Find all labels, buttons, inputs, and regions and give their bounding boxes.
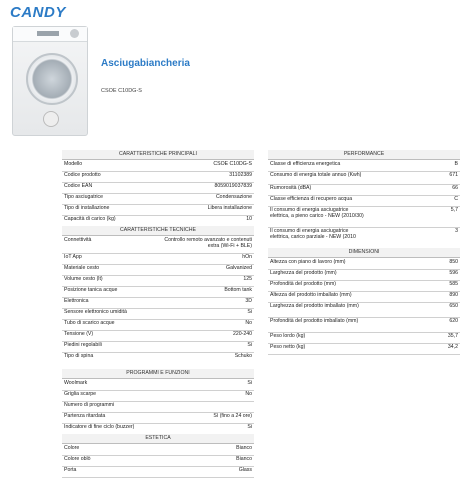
spec-value: Condensazione (215, 194, 252, 200)
spec-label: Codice EAN (64, 183, 93, 189)
spec-row (62, 352, 254, 370)
spec-value: Galvanized (226, 265, 252, 271)
spec-value: 650 (449, 303, 458, 309)
control-panel (13, 27, 87, 42)
spec-value: No (245, 320, 252, 326)
spec-value: 890 (449, 292, 458, 298)
spec-value: 850 (449, 259, 458, 265)
spec-value: 66 (452, 185, 458, 191)
spec-value: 620 (449, 318, 458, 324)
spec-label: Volume cesto (lt) (64, 276, 103, 282)
spec-row (268, 206, 460, 228)
spec-value: Libera installazione (207, 205, 252, 211)
door-porthole (26, 53, 78, 105)
spec-label: Elettronica (64, 298, 89, 304)
spec-value: 5,7 (450, 207, 458, 213)
spec-label: Classe di efficienza energetica (270, 161, 341, 167)
spec-value: 585 (449, 281, 458, 287)
spec-value: 220-240 (232, 331, 252, 337)
spec-label: Profondità del prodotto (mm) (270, 281, 337, 287)
spec-value: hOn (242, 254, 252, 260)
spec-value: 35,7 (447, 333, 458, 339)
section-header (62, 434, 254, 444)
spec-label: Profondità del prodotto imballato (mm) (270, 318, 359, 324)
product-image (12, 26, 88, 136)
spec-label: Larghezza del prodotto imballato (mm) (270, 303, 359, 309)
spec-value: 3 (455, 228, 458, 234)
spec-label: Larghezza del prodotto (mm) (270, 270, 337, 276)
spec-label: Colore oblò (64, 456, 91, 462)
spec-label: Tubo di scarico acque (64, 320, 115, 326)
spec-label: Modello (64, 161, 83, 167)
section-header (62, 150, 254, 160)
spec-value: Glass (238, 467, 252, 473)
spec-label: Tensione (V) (64, 331, 94, 337)
spec-label: Numero di programmi (64, 402, 115, 408)
model-code: CSOE C10DG-S (101, 88, 142, 94)
spec-value: Schuko (234, 353, 252, 359)
display-panel (37, 31, 59, 36)
section-title: PERFORMANCE (343, 151, 385, 157)
spec-label: Materiale cesto (64, 265, 100, 271)
section-title: ESTETICA (145, 435, 171, 441)
spec-value: 3D (245, 298, 252, 304)
spec-label: Consumo di energia totale annuo (Kwh) (270, 172, 362, 178)
spec-label: Capacità di carico (kg) (64, 216, 116, 222)
section-header (268, 150, 460, 160)
spec-label: Classe efficienza di recupero acqua (270, 196, 353, 202)
spec-label: Partenza ritardata (64, 413, 106, 419)
section-title: CARATTERISTICHE TECNICHE (120, 227, 196, 233)
spec-label: Posizione tanica acque (64, 287, 118, 293)
spec-label: Tipo di installazione (64, 205, 110, 211)
spec-label: Porta (64, 467, 77, 473)
spec-value: B (454, 161, 458, 167)
spec-label: Altezza con piano di lavoro (mm) (270, 259, 346, 265)
spec-label: Il consumo di energia asciugatrice elettrica, carico parziale - NEW (2010 (270, 228, 356, 240)
spec-value: Si (247, 380, 252, 386)
spec-value: C (454, 196, 458, 202)
spec-row (268, 302, 460, 318)
spec-label: Peso netto (kg) (270, 344, 306, 350)
spec-label: Griglia scarpe (64, 391, 97, 397)
spec-value: Controllo remoto avanzato e contenuti extra (Wi-Fi + BLE) (164, 237, 252, 249)
spec-label: Colore (64, 445, 80, 451)
spec-label: Il consumo di energia asciugatrice elettrica, a pieno carico - NEW (2010/30) (270, 207, 364, 219)
spec-label: IoT App (64, 254, 82, 260)
section-header (268, 248, 460, 258)
filter-icon (43, 111, 59, 127)
section-title: CARATTERISTICHE PRINCIPALI (119, 151, 197, 157)
spec-label: Connettività (64, 237, 92, 243)
spec-value: 596 (449, 270, 458, 276)
spec-value: 125 (243, 276, 252, 282)
spec-value: Si (247, 309, 252, 315)
spec-label: Codice prodotto (64, 172, 101, 178)
section-header (62, 226, 254, 236)
spec-label: Woolmark (64, 380, 88, 386)
spec-value: CSOE C10DG-S (213, 161, 252, 167)
spec-label: Rumorosità (dBA) (270, 185, 312, 191)
spec-value: 31102389 (229, 172, 252, 178)
spec-label: Tipo asciugatrice (64, 194, 104, 200)
section-title: PROGRAMMI E FUNZIONI (126, 370, 190, 376)
spec-row (268, 343, 460, 355)
spec-value: Si (247, 342, 252, 348)
spec-value: Si (247, 424, 252, 430)
spec-label: Peso lordo (kg) (270, 333, 306, 339)
spec-row (268, 171, 460, 185)
spec-row (62, 236, 254, 254)
section-header (62, 369, 254, 379)
spec-row (268, 227, 460, 249)
spec-label: Sensore elettronico umidità (64, 309, 127, 315)
spec-value: 34,2 (447, 344, 458, 350)
spec-label: Altezza del prodotto imballato (mm) (270, 292, 352, 298)
product-title: Asciugabiancheria (101, 58, 190, 69)
brand-logo: CANDY (10, 4, 66, 21)
spec-row (62, 466, 254, 478)
spec-value: 8059019037839 (214, 183, 252, 189)
spec-row (268, 317, 460, 333)
spec-value: No (245, 391, 252, 397)
program-knob (70, 29, 79, 38)
spec-value: Bianco (236, 445, 252, 451)
section-title: DIMENSIONI (348, 249, 380, 255)
spec-label: Piedini regolabili (64, 342, 102, 348)
spec-value: Bianco (236, 456, 252, 462)
spec-value: 671 (449, 172, 458, 178)
spec-label: Indicatore di fine ciclo (buzzer) (64, 424, 135, 430)
spec-label: Tipo di spina (64, 353, 94, 359)
spec-value: Sì (fino a 24 ore) (213, 413, 252, 419)
spec-value: Bottom tank (224, 287, 252, 293)
spec-value: 10 (246, 216, 252, 222)
